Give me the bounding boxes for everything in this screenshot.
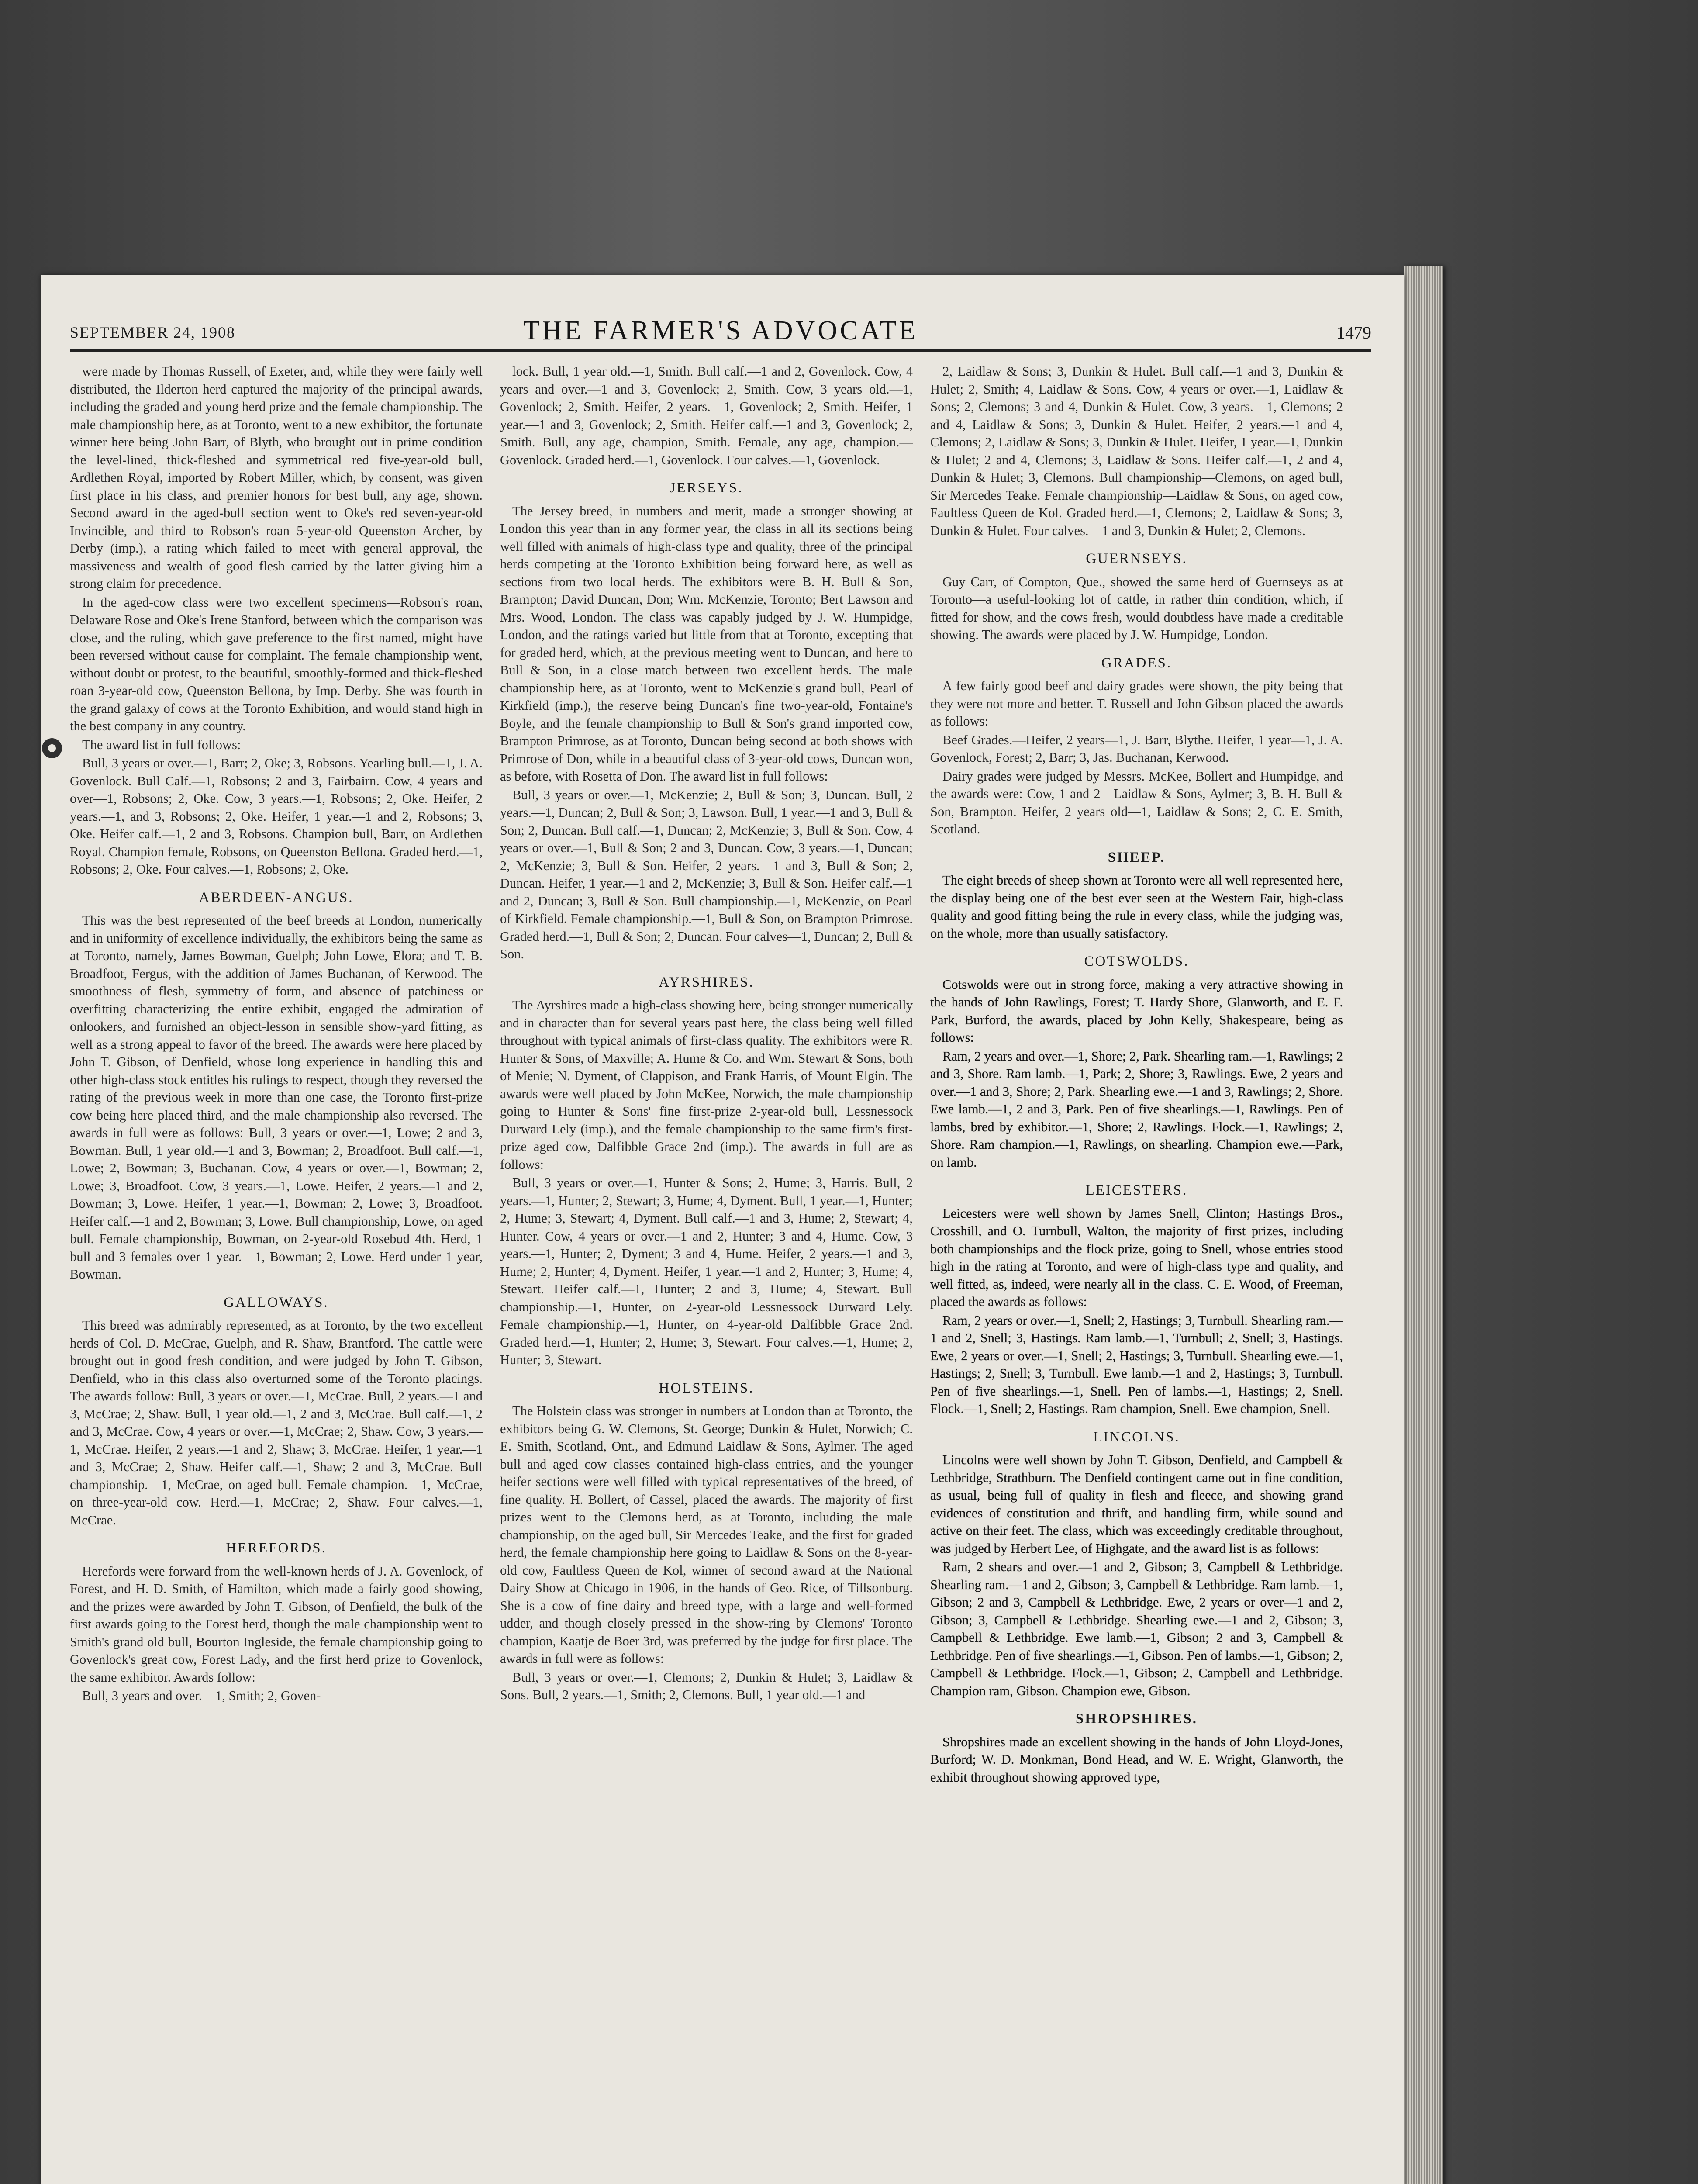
section-heading-leicesters: LEICESTERS. <box>1085 1182 1188 1198</box>
section-heading-herefords: HEREFORDS. <box>226 1540 327 1556</box>
section-heading-shropshires: SHROPSHIRES. <box>1076 1711 1198 1727</box>
paragraph: Bull, 3 years or over.—1, Barr; 2, Oke; 3, Robsons. Yearling bull.—1, J. A. Govenlock. Bull Calf.—1, Robsons; 2 and 3, Fairbairn. Cow, 4 years and over—1, Robsons; 2, Oke. Cow, 3 years.—1, Robsons; 2, Oke. Heifer, 2 years.—1, and 3, Robsons; 2, Oke. Heifer, 1 year.—1 and 2, Robsons; 3, Oke. Heifer calf.—1, 2 and 3, Robsons. Champion bull, Barr, on Ardlethen Royal. Champion female, Robsons, on Queenston Bellona. Graded herd.—1, Robsons; 2, Oke. Four calves.—1, Robsons; 2, Oke. <box>70 756 483 877</box>
paragraph: Lincolns were well shown by John T. Gibson, Denfield, and Campbell & Lethbridge, Strathburn. The Denfield contingent came out in fine condition, as usual, being full of quality in flesh and fleece, and showing grand evidences of constitution and thrift, and handling firm, while sound and active on their feet. The class, which was exceedingly creditable throughout, was judged by Herbert Lee, of Highgate, and the award list is as follows: <box>930 1452 1343 1556</box>
section-heading-lincolns: LINCOLNS. <box>1093 1429 1180 1445</box>
paragraph: The eight breeds of sheep shown at Toronto were all well represented here, the display being one of the best ever seen at the Western Fair, high-class quality and good fitting being the rule in every class, while the judging was, on the whole, more than usually satisfactory. <box>930 873 1343 941</box>
sheep-section <box>930 849 1343 1787</box>
paragraph: Ram, 2 shears and over.—1 and 2, Gibson; 3, Campbell & Lethbridge. Shearling ram.—1 and 2, Gibson; 3, Campbell & Lethbridge. Ram lamb.—1, Gibson; 2 and 3, Campbell & Lethbridge. Ewe, 2 years or over—1 and 2, Gibson; 3, Campbell & Lethbridge. Shearling ewe.—1 and 2, Gibson; 3, Campbell & Lethbridge. Ewe lamb.—1, Gibson; 2 and 3, Campbell & Lethbridge. Pen of five shearlings.—1, Gibson. Pen of lambs.—1, Gibson; 2, Campbell & Lethbridge. Flock.—1, Gibson; 2, Campbell and Lethbridge. Champion ram, Gibson. Champion ewe, Gibson. <box>930 1559 1343 1698</box>
paragraph: The Ayrshires made a high-class showing here, being stronger numerically and in character than for several years past here, the class being well filled throughout with typical animals of first-class quality. The exhibitors were R. Hunter & Sons, of Maxville; A. Hume & Co. and Wm. Stewart & Sons, both of Menie; N. Dyment, of Clappison, and Frank Harris, of Mount Elgin. The awards were well placed by John McKee, Norwich, the male championship going to Hunter & Sons' fine first-prize 2-year-old bull, Lessnessock Durward Lely (imp.), and the female championship to the same firm's first-prize aged cow, Dalfibble Grace 2nd (imp.). The awards in full are as follows: <box>500 998 913 1172</box>
column-3 <box>930 363 1343 1787</box>
paragraph: Bull, 3 years or over.—1, Clemons; 2, Dunkin & Hulet; 3, Laidlaw & Sons. Bull, 2 years.—1, Smith; 2, Clemons. Bull, 1 year old.—1 and <box>500 1669 913 1702</box>
section-heading-guernseys: GUERNSEYS. <box>1086 551 1187 567</box>
section-heading-jerseys: JERSEYS. <box>670 480 743 496</box>
paragraph: Guy Carr, of Compton, Que., showed the same herd of Guernseys as at Toronto—a useful-looking lot of cattle, in rather thin condition, which, if fitted for show, and the cows fresh, would doubtless have made a creditable showing. The awards were placed by J. W. Humpidge, London. <box>930 574 1343 642</box>
paragraph: The Jersey breed, in numbers and merit, made a stronger showing at London this year than in any former year, the class in all its sections being well filled with animals of high-class type and quality, three of the principal herds competing at the Toronto Exhibition being forward here, as well as sections from two local herds. The exhibitors were B. H. Bull & Son, Brampton; David Duncan, Don; Wm. McKenzie, Toronto; Bert Lawson and Mrs. Wood, London. The class was capably judged by J. W. Humpidge, London, and the ratings varied but little from that at Toronto, excepting that for graded herd, which, at the previous meeting went to Duncan, and here to Bull & Son, in a close match between two excellent herds. The male championship here, as at Toronto, went to McKenzie's grand bull, Pearl of Kirkfield (imp.), the reserve being Duncan's fine two-year-old, Fontaine's Boyle, and the female championship to Bull & Son's grand imported cow, Brampton Primrose, as at Toronto, Duncan being second at both shows with Primrose of Don, while in a beautiful class of 3-year-old cows, Duncan won, as before, with Rosetta of Don. The award list in full follows: <box>500 503 913 784</box>
paragraph: 2, Laidlaw & Sons; 3, Dunkin & Hulet. Bull calf.—1 and 3, Dunkin & Hulet; 2, Smith; 4, Laidlaw & Sons. Cow, 4 years or over.—1, Laidlaw & Sons; 2, Clemons; 3 and 4, Dunkin & Hulet. Cow, 3 years.—1, Clemons; 2 and 4, Laidlaw & Sons; 3, Dunkin & Hulet. Heifer, 2 years.—1 and 4, Clemons; 2, Laidlaw & Sons; 3, Dunkin & Hulet. Heifer, 1 year.—1, Dunkin & Hulet; 2 and 4, Clemons; 3, Laidlaw & Sons. Heifer calf.—1, 2 and 4, Dunkin & Hulet; 3, Clemons. Bull championship—Clemons, on aged bull, Sir Mercedes Teake. Female championship—Laidlaw & Sons, on aged cow, Faultless Queen de Kol. Graded herd.—1, Clemons; 2, Laidlaw & Sons; 3, Dunkin & Hulet. Four calves.—1 and 3, Dunkin & Hulet; 2, Clemons. <box>930 364 1343 538</box>
section-heading-ayrshires: AYRSHIRES. <box>659 974 754 990</box>
page-edges <box>1404 266 1443 2184</box>
section-heading-grades: GRADES. <box>1101 655 1172 671</box>
paragraph: Bull, 3 years and over.—1, Smith; 2, Goven- <box>82 1688 321 1703</box>
section-heading-galloways: GALLOWAYS. <box>224 1294 329 1310</box>
section-heading-cotswolds: COTSWOLDS. <box>1084 954 1189 969</box>
binding-hole-mark <box>42 738 62 758</box>
paragraph: Leicesters were well shown by James Snell, Clinton; Hastings Bros., Crosshill, and O. Turnbull, Walton, the majority of first prizes, including both championships and the flock prize, going to Snell, whose entries stood high in the rating at Toronto, and were of high-class type and quality, and well fitted, as, indeed, were nearly all in the class. C. E. Wood, of Freeman, placed the awards as follows: <box>930 1206 1343 1309</box>
paragraph: A few fairly good beef and dairy grades were shown, the pity being that they were not more and better. T. Russell and John Gibson placed the awards as follows: <box>930 678 1343 729</box>
page-header <box>70 314 1371 352</box>
paragraph: This was the best represented of the beef breeds at London, numerically and in uniformity of excellence individually, the exhibitors being the same as at Toronto, namely, James Bowman, Guelph; John Lowe, Elora; and T. B. Broadfoot, Fergus, with the addition of James Buchanan, of Kerwood. The smoothness of flesh, symmetry of form, and absence of patchiness or overfitting characterizing the entire exhibit, engaged the admiration of onlookers, and furnished an object-lesson in sensible show-yard fitting, as well as a strong appeal to favor of the breed. The awards were here placed by John T. Gibson, of Denfield, whose long experience in handling this and other high-class stock entitles his rulings to respect, though they reversed the rating of the previous week in more than one case, the Toronto first-prize cow being here placed third, and the male championship also reversed. The awards in full were as follows: Bull, 3 years or over.—1, Lowe; 2 and 3, Bowman. Bull, 1 year old.—1 and 3, Bowman; 2, Broadfoot. Bull calf.—1, Lowe; 2, Bowman; 3, Buchanan. Cow, 4 years or over.—1, Bowman; 2, Lowe; 3, Broadfoot. Cow, 3 years.—1, Lowe. Heifer, 2 years.—1 and 2, Bowman; 3, Lowe. Heifer, 1 year.—1, Bowman; 2, Lowe; 3, Broadfoot. Heifer calf.—1 and 2, Bowman; 3, Lowe. Bull championship, Lowe, on aged bull. Female championship, Bowman, on 2-year-old Rosebud 4th. Herd, 1 bull and 3 females over 1 year.—1, Bowman; 2, Lowe. Herd under 1 year, Bowman. <box>70 913 483 1282</box>
paragraph: Herefords were forward from the well-known herds of J. A. Govenlock, of Forest, and H. D. Smith, of Hamilton, which made a fairly good showing, and the prizes were awarded by John T. Gibson, of Denfield, the bulk of the first awards going to the Forest herd, though the male championship went to Smith's grand old bull, Bourton Ingleside, the female championship going to Govenlock's great cow, Forest Lady, and the first herd prize to Govenlock, the same exhibitor. Awards follow: <box>70 1563 483 1685</box>
paragraph: lock. Bull, 1 year old.—1, Smith. Bull calf.—1 and 2, Govenlock. Cow, 4 years and over.—1 and 3, Govenlock; 2, Smith. Cow, 3 years old.—1, Govenlock; 2, Smith. Heifer, 2 years.—1, Govenlock; 2, Smith. Heifer, 1 year.—1 and 3, Govenlock; 2, Smith. Heifer calf.—1 and 3, Govenlock; 2, Smith. Bull, any age, champion, Smith. Female, any age, champion.—Govenlock. Graded herd.—1, Govenlock. Four calves.—1, Govenlock. <box>500 364 913 467</box>
header-date: SEPTEMBER 24, 1908 <box>70 324 236 341</box>
paragraph: This breed was admirably represented, as at Toronto, by the two excellent herds of Col. D. McCrae, Guelph, and R. Shaw, Brantford. The cattle were brought out in good fresh condition, and were judged by John T. Gibson, Denfield, who in this class also overturned some of the Toronto placings. The awards follow: Bull, 3 years or over.—1, McCrae. Bull, 2 years.—1 and 3, McCrae; 2, Shaw. Bull, 1 year old.—1, 2 and 3, McCrae. Bull calf.—1, 2 and 3, McCrae. Cow, 4 years or over.—1, McCrae; 2, Shaw. Cow, 3 years.—1, McCrae. Heifer, 2 years.—1 and 2, Shaw; 3, McCrae. Heifer, 1 year.—1 and 3, McCrae; 2, Shaw. Heifer calf.—1, Shaw; 2 and 3, McCrae. Bull championship.—1, McCrae, on aged bull. Female champion.—1, McCrae, on three-year-old cow. Herd.—1, McCrae; 2, Shaw. Four calves.—1, McCrae. <box>70 1318 483 1527</box>
paragraph: Cotswolds were out in strong force, making a very attractive showing in the hands of John Rawlings, Forest; T. Hardy Shore, Glanworth, and E. F. Park, Burford, the awards, placed by John Kelly, Shakespeare, being as follows: <box>930 977 1343 1045</box>
paragraph: Ram, 2 years and over.—1, Shore; 2, Park. Shearling ram.—1, Rawlings; 2 and 3, Shore. Ram lamb.—1, Park; 2, Shore; 3, Rawlings. Ewe, 2 years and over.—1 and 3, Shore; 2, Park. Shearling ewe.—1 and 3, Rawlings; 2, Shore. Ewe lamb.—1, 2 and 3, Park. Pen of five shearlings.—1, Rawlings. Pen of lambs, bred by exhibitor.—1, Shore; 2, Rawlings. Flock.—1, Rawlings; 2, Shore. Ram champion.—1, Rawlings, on shearling. Champion ewe.—Park, on lamb. <box>930 1048 1343 1170</box>
paragraph: Beef Grades.—Heifer, 2 years—1, J. Barr, Blythe. Heifer, 1 year—1, J. A. Govenlock, Forest; 2, Barr; 3, Jas. Buchanan, Kerwood. <box>930 732 1343 765</box>
section-heading-sheep: SHEEP. <box>1108 849 1166 865</box>
paragraph: were made by Thomas Russell, of Exeter, and, while they were fairly well distributed, the Ilderton herd captured the majority of the principal awards, including the graded and young herd prize and the female championship. The male championship here, as at Toronto, went to a new exhibitor, the fortunate winner here being John Barr, of Blyth, who brought out in prime condition the level-lined, thick-fleshed and symmetrical red five-year-old bull, Ardlethen Royal, imported by Robert Miller, which, by consent, was given first place in his class, and premier honors for best bull, any age, shown. Second award in the aged-bull section went to Oke's red seven-year-old Invincible, and third to Robson's roan 5-year-old Queenston Archer, by Derby (imp.), a rating which failed to meet with general approval, the massiveness and wealth of good flesh carried by the latter giving him a strong claim for precedence. <box>70 364 483 591</box>
page-number: 1479 <box>1336 323 1371 342</box>
paragraph: The award list in full follows: <box>82 737 241 752</box>
paragraph: Dairy grades were judged by Messrs. McKee, Bollert and Humpidge, and the awards were: Cow, 1 and 2—Laidlaw & Sons, Aylmer; 3, B. H. Bull & Son, Brampton. Heifer, 2 years old—1, Laidlaw & Sons; 2, C. E. Smith, Scotland. <box>930 768 1343 836</box>
paragraph: In the aged-cow class were two excellent specimens—Robson's roan, Delaware Rose and Oke's Irene Stanford, between which the comparison was close, and the ruling, which gave preference to the first named, might have been reversed without cause for complaint. The female championship went, without doubt or protest, to the beautiful, smoothly-formed and thick-fleshed roan 3-year-old cow, Queenston Bellona, by Imp. Derby. She was fourth in the grand galaxy of cows at the Toronto Exhibition, and would stand high in the best company in any country. <box>70 594 483 733</box>
masthead-title: THE FARMER'S ADVOCATE <box>523 316 918 346</box>
column-1 <box>70 363 483 1706</box>
paragraph: Bull, 3 years or over.—1, Hunter & Sons; 2, Hume; 3, Harris. Bull, 2 years.—1, Hunter; 2, Stewart; 3, Hume; 4, Dyment. Bull, 1 year.—1, Hunter; 2, Hume; 3, Stewart; 4, Dyment. Bull calf.—1 and 3, Hume; 2, Stewart; 4, Hunter. Cow, 4 years or over.—1 and 2, Hunter; 3 and 4, Hume. Cow, 3 years.—1, Hunter; 2, Dyment; 3 and 4, Hume. Heifer, 2 years.—1 and 3, Hume; 2, Hunter; 4, Dyment. Heifer, 1 year.—1 and 2, Hunter; 3, Hume; 4, Stewart. Heifer calf.—1, Hunter; 2 and 3, Hume; 4, Stewart. Bull championship.—1, Hunter, on 2-year-old Lessnessock Durward Lely. Female championship.—1, Hunter, on 4-year-old Dalfibble Grace 2nd. Graded herd.—1, Hunter; 2, Hume; 3, Stewart. Four calves.—1, Hume; 2, Hunter; 3, Stewart. <box>500 1175 913 1367</box>
paragraph: Shropshires made an excellent showing in the hands of John Lloyd-Jones, Burford; W. D. Monkman, Bond Head, and W. E. Wright, Glanworth, the exhibit throughout showing approved type, <box>930 1734 1343 1785</box>
paragraph: Bull, 3 years or over.—1, McKenzie; 2, Bull & Son; 3, Duncan. Bull, 2 years.—1, Duncan; 2, Bull & Son; 3, Lawson. Bull, 1 year.—1 and 3, Bull & Son; 2, Duncan. Bull calf.—1, Duncan; 2, McKenzie; 3, Bull & Son. Cow, 4 years or over.—1, Bull & Son; 2 and 3, Duncan. Cow, 3 years.—1, Duncan; 2, McKenzie; 3, Bull & Son. Heifer, 2 years.—1 and 3, Bull & Son; 2, Duncan. Heifer, 1 year.—1 and 2, McKenzie; 3, Bull & Son. Heifer calf.—1 and 2, Duncan; 3, Bull & Son. Bull championship.—1, McKenzie, on Pearl of Kirkfield. Female championship.—1, Bull & Son, on Brampton Primrose. Graded herd.—1, Bull & Son; 2, Duncan. Four calves—1, Duncan; 2, Bull & Son. <box>500 787 913 961</box>
column-2 <box>500 363 913 1705</box>
paragraph: The Holstein class was stronger in numbers at London than at Toronto, the exhibitors being G. W. Clemons, St. George; Dunkin & Hulet, Norwich; C. E. Smith, Scotland, Ont., and Edmund Laidlaw & Sons, Aylmer. The aged bull and aged cow classes contained high-class entries, and the younger heifer sections were well filled with typical representatives of the breed, of fine quality. H. Bollert, of Cassel, placed the awards. The majority of first prizes went to the Clemons herd, as at Toronto, including the male championship, on the aged bull, Sir Mercedes Teake, and the first for graded herd, the female championship here going to Laidlaw & Sons on the 8-year-old cow, Faultless Queen de Kol, winner of second award at the National Dairy Show at Chicago in 1906, in the hands of Geo. Rice, of Tillsonburg. She is a cow of fine dairy and breed type, with a large and well-formed udder, and though closely pressed in the show-ring by Clemons' Toronto champion, Kaatje de Boer 3rd, was preferred by the judge for first place. The awards in full were as follows: <box>500 1403 913 1666</box>
paragraph: Ram, 2 years or over.—1, Snell; 2, Hastings; 3, Turnbull. Shearling ram.—1 and 2, Snell; 3, Hastings. Ram lamb.—1, Turnbull; 2, Snell; 3, Hastings. Ewe, 2 years or over.—1, Snell; 2, Hastings; 3, Turnbull. Shearling ewe.—1, Hastings; 2, Snell; 3, Turnbull. Ewe lamb.—1 and 2, Hastings; 3, Turnbull. Pen of five shearlings.—1, Snell. Pen of lambs.—1, Hastings; 2, Snell. Flock.—1, Snell; 2, Hastings. Ram champion, Snell. Ewe champion, Snell. <box>930 1313 1343 1416</box>
section-heading-aberdeen-angus: ABERDEEN-ANGUS. <box>199 889 354 905</box>
section-heading-holsteins: HOLSTEINS. <box>659 1380 754 1396</box>
